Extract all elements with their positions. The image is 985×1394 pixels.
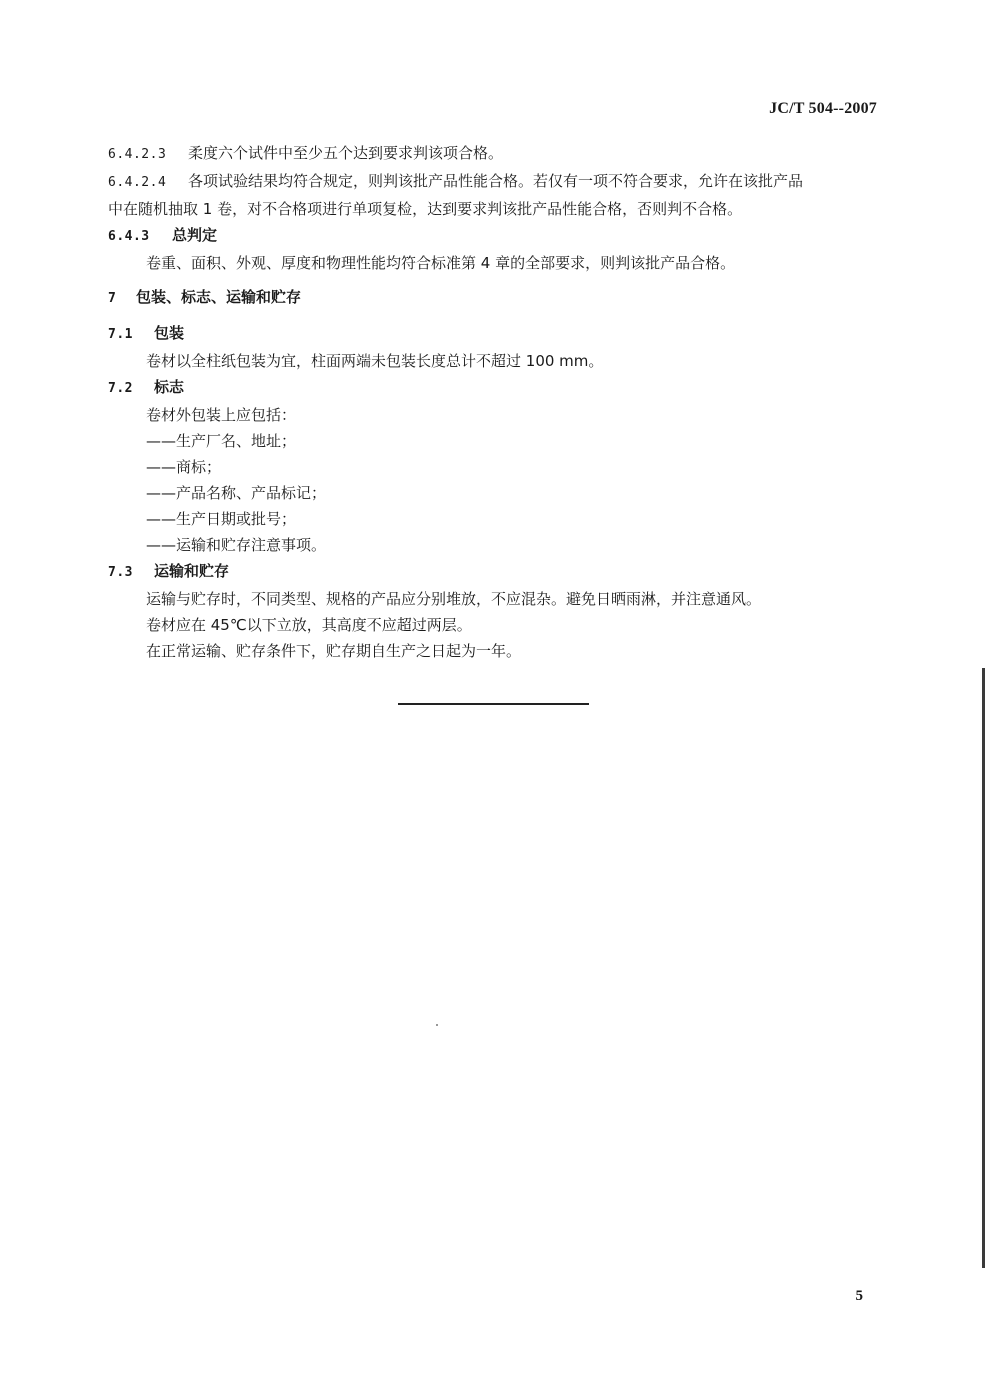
- clause-6-4-3-text: [108, 250, 880, 276]
- end-of-standard-rule: [398, 703, 589, 705]
- standard-code: JC/T 504--2007: [769, 100, 877, 117]
- paragraph: 卷材外包装上应包括：: [146, 406, 297, 424]
- clause-7-1-heading: [108, 320, 880, 348]
- clause-number: 7.3: [108, 565, 133, 580]
- list-item: [108, 506, 880, 532]
- clause-text-line2: 中在随机抽取 1 卷，对不合格项进行单项复检，达到要求判该批产品性能合格，否则判不合格。: [108, 200, 743, 218]
- clause-number: 7.1: [108, 327, 133, 342]
- list-item: [108, 532, 880, 558]
- clause-title: 包装: [154, 324, 185, 342]
- clause-number: 7.2: [108, 381, 133, 396]
- clause-text: 柔度六个试件中至少五个达到要求判该项合格。: [188, 144, 504, 162]
- paragraph: [108, 638, 880, 664]
- clause-number: 6.4.2.4: [108, 175, 167, 190]
- clause-title: 标志: [154, 378, 185, 396]
- list-item-text: ——生产厂名、地址；: [146, 432, 297, 450]
- clause-6-4-2-4-continuation: [108, 196, 880, 222]
- chapter-7-heading: [108, 284, 880, 312]
- clause-7-1-text: [108, 348, 880, 374]
- clause-number: 6.4.2.3: [108, 147, 167, 162]
- paragraph: 卷材以全柱纸包装为宜，柱面两端未包装长度总计不超过 100 mm。: [146, 352, 604, 370]
- paragraph-text: 在正常运输、贮存条件下，贮存期自生产之日起为一年。: [146, 642, 522, 660]
- list-item-text: ——运输和贮存注意事项。: [146, 536, 327, 554]
- paragraph-text: 运输与贮存时，不同类型、规格的产品应分别堆放，不应混杂。避免日晒雨淋，并注意通风。: [146, 590, 762, 608]
- paragraph-text: 卷材应在 45℃以下立放，其高度不应超过两层。: [146, 616, 472, 634]
- list-item-text: ——产品名称、产品标记；: [146, 484, 327, 502]
- clause-6-4-2-3: [108, 140, 880, 168]
- clause-title: 运输和贮存: [154, 562, 230, 580]
- chapter-title: 包装、标志、运输和贮存: [136, 288, 302, 306]
- clause-6-4-3-heading: [108, 222, 880, 250]
- page-number: 5: [855, 1288, 863, 1304]
- chapter-number: 7: [108, 291, 117, 306]
- paragraph: [108, 612, 880, 638]
- list-item: [108, 454, 880, 480]
- clause-6-4-2-4: [108, 168, 880, 196]
- clause-text-line1: 各项试验结果均符合规定，则判该批产品性能合格。若仅有一项不符合要求，允许在该批产品: [188, 172, 804, 190]
- clause-title: 总判定: [172, 226, 218, 244]
- clause-7-3-heading: [108, 558, 880, 586]
- paragraph: [108, 586, 880, 612]
- paragraph: 卷重、面积、外观、厚度和物理性能均符合标准第 4 章的全部要求，则判该批产品合格。: [146, 254, 736, 272]
- document-body: [108, 140, 880, 664]
- list-item-text: ——生产日期或批号；: [146, 510, 297, 528]
- clause-7-2-intro: [108, 402, 880, 428]
- list-item: [108, 428, 880, 454]
- list-item-text: ——商标；: [146, 458, 222, 476]
- scan-speck: [436, 1024, 438, 1026]
- list-item: [108, 480, 880, 506]
- clause-7-2-heading: [108, 374, 880, 402]
- clause-number: 6.4.3: [108, 229, 150, 244]
